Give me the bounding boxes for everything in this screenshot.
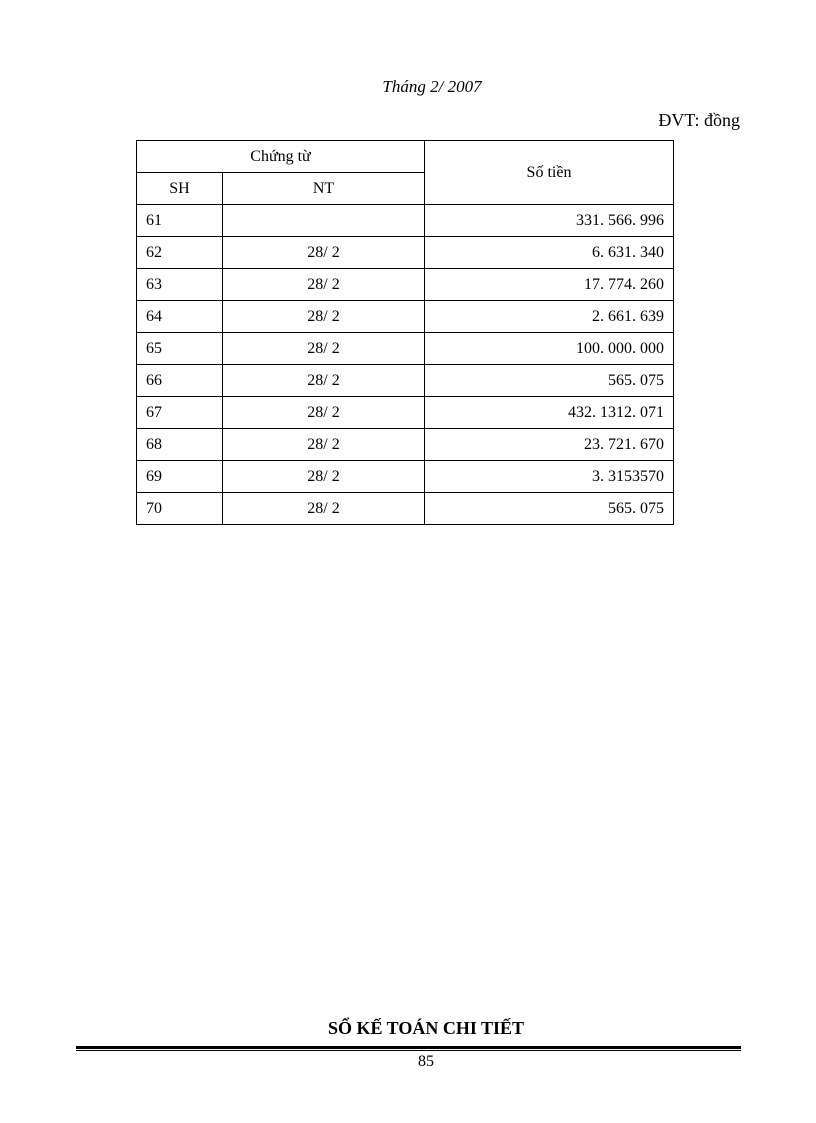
table-header-row bbox=[137, 141, 674, 173]
sh-column-header: SH bbox=[137, 173, 223, 205]
footer-rule bbox=[76, 1046, 741, 1051]
voucher-group-header: Chứng từ bbox=[137, 141, 425, 173]
nt-cell: 28/ 2 bbox=[223, 429, 425, 461]
amount-cell: 3. 3153570 bbox=[425, 461, 674, 493]
amount-cell: 2. 661. 639 bbox=[425, 301, 674, 333]
amount-cell: 23. 721. 670 bbox=[425, 429, 674, 461]
nt-cell: 28/ 2 bbox=[223, 397, 425, 429]
unit-label: ĐVT: đồng bbox=[658, 110, 740, 130]
nt-cell: 28/ 2 bbox=[223, 461, 425, 493]
amount-cell: 565. 075 bbox=[425, 365, 674, 397]
table-row bbox=[137, 301, 674, 333]
table-row bbox=[137, 269, 674, 301]
sh-cell: 70 bbox=[137, 493, 223, 525]
page-number: 85 bbox=[418, 1053, 434, 1070]
sh-cell: 68 bbox=[137, 429, 223, 461]
ledger-table bbox=[136, 140, 674, 525]
table-row bbox=[137, 397, 674, 429]
nt-cell: 28/ 2 bbox=[223, 237, 425, 269]
sh-cell: 64 bbox=[137, 301, 223, 333]
nt-cell bbox=[223, 205, 425, 237]
nt-column-header: NT bbox=[223, 173, 425, 205]
nt-cell: 28/ 2 bbox=[223, 269, 425, 301]
amount-cell: 17. 774. 260 bbox=[425, 269, 674, 301]
sh-cell: 62 bbox=[137, 237, 223, 269]
sh-cell: 65 bbox=[137, 333, 223, 365]
nt-cell: 28/ 2 bbox=[223, 333, 425, 365]
amount-cell: 6. 631. 340 bbox=[425, 237, 674, 269]
sh-cell: 63 bbox=[137, 269, 223, 301]
table-row bbox=[137, 493, 674, 525]
table-row bbox=[137, 365, 674, 397]
footer-title: SỔ KẾ TOÁN CHI TIẾT bbox=[327, 1018, 525, 1038]
sh-cell: 69 bbox=[137, 461, 223, 493]
amount-cell: 432. 1312. 071 bbox=[425, 397, 674, 429]
amount-cell: 565. 075 bbox=[425, 493, 674, 525]
amount-cell: 331. 566. 996 bbox=[425, 205, 674, 237]
month-heading: Tháng 2/ 2007 bbox=[382, 77, 482, 96]
sh-cell: 66 bbox=[137, 365, 223, 397]
table-row bbox=[137, 205, 674, 237]
table-row bbox=[137, 333, 674, 365]
table-row bbox=[137, 429, 674, 461]
sh-cell: 61 bbox=[137, 205, 223, 237]
nt-cell: 28/ 2 bbox=[223, 493, 425, 525]
sh-cell: 67 bbox=[137, 397, 223, 429]
table-row bbox=[137, 461, 674, 493]
table-row bbox=[137, 237, 674, 269]
amount-cell: 100. 000. 000 bbox=[425, 333, 674, 365]
amount-column-header: Số tiền bbox=[425, 141, 674, 205]
nt-cell: 28/ 2 bbox=[223, 301, 425, 333]
nt-cell: 28/ 2 bbox=[223, 365, 425, 397]
